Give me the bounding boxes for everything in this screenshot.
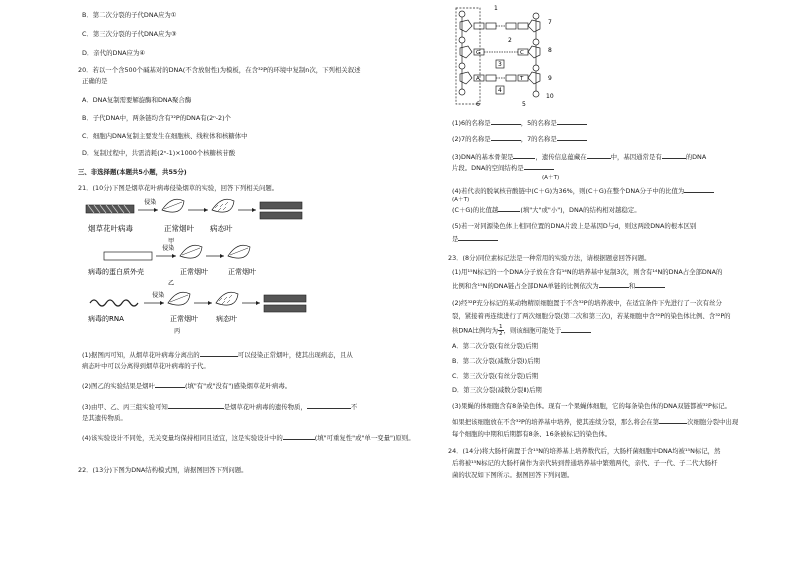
q23-sub3: (3)果蝇的体细胞含有8条染色体。现有一个果蝇体细胞，它的每条染色体的DNA双链都被³²P标记。 — [452, 402, 732, 410]
sugar-pentagon — [528, 46, 540, 58]
arrow-3 — [206, 254, 224, 258]
fig-label-8: 8 — [548, 47, 552, 54]
fig-label-7: 7 — [548, 19, 552, 26]
answer-blank[interactable] — [491, 118, 521, 125]
q23-sub2-cont: 裂，紧接着再连续进行了两次细胞分裂(第二次和第三次)，若某细胞中含³²P的染色体比例、含³²P的 — [452, 312, 731, 320]
dna-structure-figure — [452, 2, 562, 110]
phosphate-circle — [459, 63, 465, 69]
answer-blank[interactable] — [168, 402, 224, 409]
normal-leaf-icon-3 — [228, 245, 250, 258]
section-heading: 三、非选择题(本题共5小题，共55分) — [78, 168, 187, 176]
fig-label-4: 4 — [498, 87, 502, 94]
q19-option-b: B．第二次分裂的子代DNA应为① — [82, 11, 177, 19]
sick-leaf-icon-2 — [216, 292, 238, 305]
label-infect-1: 侵染 — [144, 199, 157, 206]
base-rect — [486, 23, 496, 29]
sugar-pentagon — [528, 20, 540, 32]
answer-blank[interactable] — [684, 186, 714, 193]
q22-sub5-cont: 是 — [452, 234, 498, 243]
label-sick-leaf-2: 病态叶 — [216, 315, 237, 323]
normal-leaf-icon-4 — [168, 292, 190, 305]
answer-blank[interactable] — [557, 134, 587, 141]
q23-option-c: C．第三次分裂(有丝分裂)后期 — [452, 372, 539, 380]
q20-option-b: B．子代DNA中，两条链均含有³²P的DNA有(2ⁿ-2)个 — [82, 114, 231, 122]
q24-stem-cont: 后将被¹⁵N标记的大肠杆菌作为亲代转到普通培养基中繁殖两代，亲代、子一代、子二代大肠杆 — [452, 459, 718, 467]
label-normal-leaf-1: 正常烟叶 — [164, 224, 194, 233]
normal-leaf-icon — [162, 199, 184, 212]
progeny-virus-rods-2 — [264, 295, 306, 312]
fig-label-5: 5 — [522, 101, 526, 108]
base-rect — [486, 75, 496, 81]
label-infect-3: 侵染 — [152, 292, 165, 299]
frac-num-top: (A＋T) — [542, 175, 560, 181]
q20-stem: 20．若以一个含500个碱基对的DNA(不含放射性)为模板，在含³²P的环境中复制n次，下列相关叙述 — [78, 66, 361, 74]
q22-sub1: (1)6的名称是 ，5的名称是 — [452, 118, 587, 127]
progeny-virus-rods — [260, 202, 302, 219]
label-bing: 丙 — [174, 328, 181, 335]
q24-stem: 24．(14分)将大肠杆菌置于含¹⁵N的培养基上培养数代后，大肠杆菌细胞中DNA均被¹⁵N标记，然 — [448, 447, 721, 455]
q22-sub4-cont: (C＋G)的比值越 (填"大"或"小")，DNA的结构相对越稳定。 — [452, 206, 641, 214]
answer-blank[interactable] — [498, 205, 520, 212]
phosphate-circle — [459, 11, 465, 17]
q23-option-a: A．第二次分裂(有丝分裂)后期 — [452, 342, 539, 350]
arrow-1 — [188, 208, 208, 212]
arrow-4 — [194, 301, 212, 305]
q22-sub2: (2)7的名称是 ，7的名称是 — [452, 134, 587, 143]
answer-blank[interactable] — [491, 134, 521, 141]
q20-stem-cont: 正确的是 — [82, 77, 108, 85]
phosphate-circle — [459, 89, 465, 95]
base-label-g: G — [476, 50, 481, 56]
q21-sub4: (4)该实验设计不同处，无关变量均保持相同且适宜，这是实验设计中的 (填"可重复性"或"单一变量")原则。 — [82, 434, 415, 442]
tmv-virus-rod — [86, 205, 134, 213]
label-normal-leaf-3: 正常烟叶 — [228, 268, 256, 276]
q23-sub2-cont2: 核DNA比例均为 $\frac{1}{2}$ ，则该细胞可能处于 — [452, 324, 591, 337]
q21-figure — [84, 193, 384, 339]
sugar-pentagon — [528, 72, 540, 84]
phosphate-circle — [533, 13, 539, 19]
base-rect — [506, 75, 516, 81]
q23-sub1-cont: 比例和含¹⁵N的DNA链占全部DNA单链的比例依次为 和 — [452, 281, 665, 290]
q22-sub3-cont: 片段。DNA的空间结构是 — [452, 163, 554, 172]
base-rect — [474, 23, 484, 29]
q20-option-c: C．细胞内DNA复制主要发生在细胞核、线粒体和核糖体中 — [82, 132, 248, 140]
answer-blank[interactable] — [662, 152, 686, 159]
q23-sub3-cont: 如果把该细胞放在不含³²P的培养基中培养，使其连续分裂，那么将会在第 次细胞分裂中出现 — [452, 418, 739, 426]
label-virus: 烟草花叶病毒 — [88, 224, 133, 233]
label-normal-leaf-4: 正常烟叶 — [170, 315, 198, 323]
q21-sub3: (3)由甲、乙、丙三组实验可知 是烟草花叶病毒的遗传物质， 不 — [82, 403, 358, 411]
q22-sub4: (4)若代表的脱氧核苷酸链中(C＋G)为36%，则(C＋G)在整个DNA分子中的比值为 — [452, 186, 714, 195]
base-rect — [506, 23, 516, 29]
q21-sub2: (2)图乙的实验结果是烟叶 (填"有"或"没有")感染烟草花叶病毒。 — [82, 382, 292, 390]
phosphate-circle — [459, 37, 465, 43]
answer-blank[interactable] — [635, 281, 665, 288]
phosphate-circle — [533, 39, 539, 45]
q21-sub3-cont: 是其遗传物质。 — [82, 414, 127, 422]
answer-blank[interactable] — [513, 152, 535, 159]
q23-stem: 23．(8分)同位素标记法是一种常用的实验方法，请根据题意回答问题。 — [448, 254, 651, 262]
base-label-t: T — [520, 76, 524, 82]
phosphate-circle — [533, 91, 539, 97]
answer-blank[interactable] — [599, 281, 629, 288]
frac-num-left: (A＋T) — [452, 197, 470, 203]
answer-blank[interactable] — [524, 163, 554, 170]
rna-strand — [90, 300, 138, 306]
base-label-c: C — [520, 50, 524, 56]
infect-arrow — [138, 208, 158, 212]
q19-option-d: D．亲代的DNA应为④ — [82, 49, 146, 57]
arrow-5 — [242, 301, 260, 305]
q21-sub1-cont: 病态叶中可以分离得到烟草花叶病毒的子代。 — [82, 362, 210, 370]
label-normal-leaf-2: 正常烟叶 — [180, 268, 208, 276]
answer-blank[interactable] — [659, 417, 687, 424]
q20-option-d: D．复制过程中，共需消耗(2ⁿ-1)×1000个核糖核苷酸 — [82, 149, 236, 157]
sick-leaf-icon — [212, 199, 234, 212]
q23-sub2: (2)经³²P充分标记的某动物精原细胞置于不含³²P的培养液中，在适宜条件下先进行了一次有丝分 — [452, 299, 722, 307]
answer-blank[interactable] — [557, 118, 587, 125]
label-jia: 甲 — [168, 238, 175, 245]
q19-option-c: C．第三次分裂的子代DNA应为③ — [82, 30, 177, 38]
answer-blank[interactable] — [561, 326, 591, 333]
q24-stem-cont2: 菌的状况如下图所示。据图回答下列问题。 — [452, 471, 574, 479]
answer-blank[interactable] — [155, 381, 185, 388]
fig-label-1: 1 — [494, 5, 498, 12]
protein-coat-rod — [104, 252, 152, 260]
label-sick-leaf-1: 病态叶 — [210, 224, 233, 233]
q22-stem: 22．(13分)下图为DNA结构模式图，请据图回答下列问题。 — [78, 466, 248, 474]
base-rect — [518, 23, 528, 29]
q20-option-a: A．DNA复制需要解旋酶和DNA聚合酶 — [82, 96, 192, 104]
fig-label-2: 2 — [508, 37, 512, 44]
base-label-a: A — [476, 76, 480, 82]
normal-leaf-icon-2 — [180, 245, 202, 258]
arrow-2 — [238, 208, 256, 212]
answer-blank[interactable] — [587, 152, 611, 159]
infect-arrow-2 — [156, 254, 176, 258]
q23-sub3-cont2: 每个细胞的中期和后期都有8条、16条被标记的染色体。 — [452, 430, 612, 438]
answer-blank[interactable] — [200, 350, 238, 357]
q22-sub5: (5)若一对同源染色体上相同位置的DNA片段上是基因D与d，则这两段DNA的根本区别 — [452, 222, 697, 230]
label-yi: 乙 — [168, 280, 175, 287]
infect-arrow-3 — [144, 301, 164, 305]
q23-option-b: B．第二次分裂(减数分裂Ⅰ)后期 — [452, 357, 540, 365]
label-protein-coat: 病毒的蛋白质外壳 — [88, 268, 144, 276]
q23-sub1: (1)用¹⁵N标记的一个DNA分子放在含有¹⁴N的培养基中复制3次，则含有¹⁴N的DNA占全部DNA的 — [452, 268, 723, 276]
label-infect-2: 侵染 — [162, 245, 175, 252]
label-rna: 病毒的RNA — [88, 315, 124, 323]
fig-label-10: 10 — [546, 93, 554, 100]
fig-label-6: 6 — [476, 101, 480, 108]
fig-label-9: 9 — [548, 75, 552, 82]
fig-label-3: 3 — [498, 61, 502, 68]
q23-option-d: D．第三次分裂(减数分裂Ⅱ)后期 — [452, 386, 542, 394]
answer-blank[interactable] — [458, 234, 498, 241]
answer-blank[interactable] — [307, 402, 351, 409]
answer-blank[interactable] — [283, 433, 315, 440]
q22-sub3: (3)DNA的基本骨架是 ，遗传信息蕴藏在 中，基因通常是有 的DNA — [452, 153, 707, 161]
phosphate-circle — [533, 65, 539, 71]
q21-sub1: (1)据图丙可知，从烟草花叶病毒分离出的 可以侵染正常烟叶，使其出现病态，且从 — [82, 351, 353, 359]
fraction-half: $\frac{1}{2}$ — [499, 324, 503, 338]
q21-stem: 21．(10分)下图是烟草花叶病毒侵染烟草的实验，回答下列相关问题。 — [78, 184, 279, 192]
